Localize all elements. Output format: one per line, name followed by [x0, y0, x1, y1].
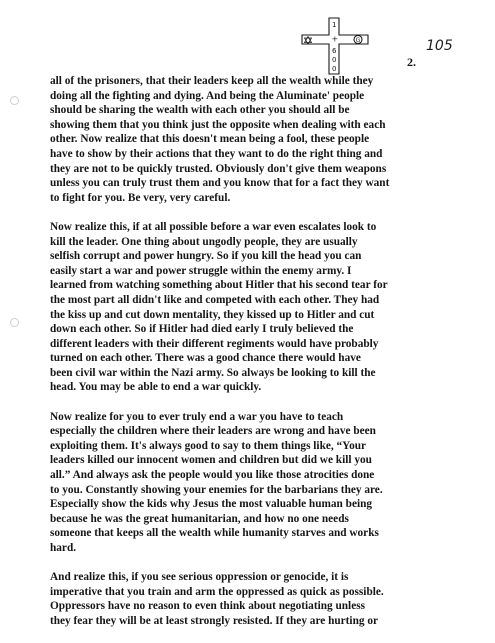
text-line: to you. Constantly showing your enemies for the barbarians they are.: [50, 483, 383, 496]
text-line: showing them that you think just the opposite when dealing with each: [50, 118, 386, 131]
text-line: because he was the great humanitarian, and how no one needs: [50, 512, 349, 525]
cross-text-0a: 0: [332, 56, 337, 64]
page-number: 2.: [407, 55, 416, 69]
cross-text-g: G: [355, 37, 361, 44]
cross-text-1: 1: [332, 21, 337, 29]
paragraph-3: [50, 410, 474, 556]
page-reference: 105: [426, 38, 453, 54]
paragraph-2: [50, 220, 474, 395]
text-line: easily start a war and power struggle within the enemy army. I: [50, 264, 352, 277]
cross-text-0b: 0: [332, 65, 337, 73]
text-line: down each other. So if Hitler had died early I truly believed the: [50, 323, 354, 336]
text-line: Oppressors have no reason to even think about negotiating unless: [50, 600, 365, 613]
handdrawn-cross-icon: [292, 16, 382, 76]
cross-text-6: 6: [332, 47, 337, 55]
text-line: head. You may be able to end a war quickly.: [50, 381, 262, 394]
body-text: [50, 74, 474, 643]
text-line: should be sharing the wealth with each other you should all be: [50, 104, 350, 117]
text-line: someone that keeps all the wealth while humanity starves and works: [50, 527, 379, 540]
text-line: to fight for you. Be very, very careful.: [50, 191, 231, 204]
text-line: all of the prisoners, that their leaders keep all the wealth while they: [50, 75, 374, 87]
punch-hole: [10, 96, 19, 105]
text-line: Now realize this, if at all possible before a war even escalates look to: [50, 220, 377, 233]
text-line: Now realize for you to ever truly end a war you have to teach: [50, 410, 344, 423]
text-line: the kiss up and cut down mentality, they kissed up to Hitler and cut: [50, 308, 375, 321]
text-line: different leaders with their different regiments would have probably: [50, 337, 379, 350]
paragraph-1: [50, 74, 474, 205]
text-line: especially the children where their leaders are wrong and have been: [50, 425, 376, 438]
text-line: Especially show the kids why Jesus the most valuable human being: [50, 498, 373, 511]
text-line: other. Now realize that this doesn't mean being a fool, these people: [50, 133, 370, 146]
text-line: leaders killed our innocent women and children but did we kill you: [50, 454, 372, 467]
text-line: unless you can truly trust them and you know that for a fact they want: [50, 177, 390, 190]
text-line: they fear they will be at least strongly resisted. If they are hurting or: [50, 614, 378, 627]
cross-text-plus: +: [331, 34, 339, 44]
text-line: And realize this, if you see serious oppression or genocide, it is: [50, 571, 349, 584]
text-line: been civil war within the Nazi army. So always be looking to kill the: [50, 366, 376, 379]
text-line: turned on each other. There was a good chance there would have: [50, 352, 361, 365]
paragraph-4: [50, 570, 474, 628]
text-line: they are not to be quickly trusted. Obviously don't give them weapons: [50, 162, 387, 175]
text-line: the most part all didn't like and competed with each other. They had: [50, 293, 380, 306]
text-line: hard.: [50, 542, 77, 554]
text-line: doing all the fighting and dying. And being the Aluminate' people: [50, 89, 365, 102]
text-line: kill the leader. One thing about ungodly people, they are usually: [50, 235, 358, 248]
text-line: all.” And always ask the people would you like those atrocities done: [50, 469, 375, 482]
text-line: have to show by their actions that they want to do the right thing and: [50, 147, 383, 160]
punch-hole: [10, 318, 19, 327]
text-line: imperative that you train and arm the oppressed as quick as possible.: [50, 585, 384, 598]
text-line: exploiting them. It's always good to say to them things like, “Your: [50, 439, 367, 452]
text-line: learned from watching something about Hitler that his second tear for: [50, 279, 388, 292]
text-line: selfish corrupt and power hungry. So if you kill the head you can: [50, 250, 362, 263]
